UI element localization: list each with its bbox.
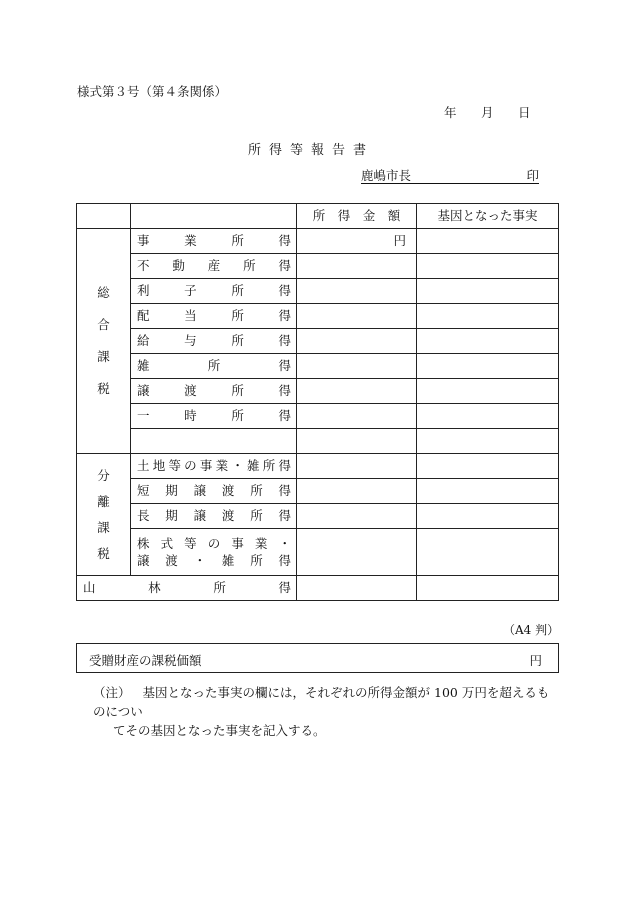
income-type-label: [131, 354, 297, 379]
table-row: [77, 576, 559, 601]
table-row: [77, 279, 559, 304]
paper-size-note: （A4 判）: [503, 623, 560, 637]
income-type-text: 譲 渡 所 得: [137, 383, 291, 398]
comprehensive-tax-category: [77, 229, 131, 454]
reason-cell[interactable]: [417, 254, 559, 279]
separate-section: [77, 454, 559, 576]
gift-tax-value-box: [76, 643, 559, 673]
table-row: [77, 329, 559, 354]
date-month: 月: [481, 105, 494, 120]
amount-cell[interactable]: [297, 529, 417, 576]
amount-cell[interactable]: [297, 404, 417, 429]
income-type-text: 事 業 所 得: [137, 233, 291, 248]
reason-cell[interactable]: [417, 429, 559, 454]
separate-tax-category: [77, 454, 131, 576]
reason-cell[interactable]: [417, 304, 559, 329]
stock-income-line-2: 譲 渡 ・ 雑 所 得: [137, 553, 291, 568]
header-amount: 所 得 金 額: [297, 204, 417, 229]
date-year: 年: [444, 105, 457, 120]
table-row: [77, 404, 559, 429]
table-row: [77, 354, 559, 379]
yen-unit: 円: [393, 233, 406, 248]
reason-cell[interactable]: [417, 504, 559, 529]
income-type-text: 土 地 等 の 事 業 ・ 雑 所 得: [137, 458, 291, 473]
header-blank-2: [131, 204, 297, 229]
income-type-text: 不 動 産 所 得: [137, 258, 291, 273]
date-day: 日: [518, 105, 531, 120]
income-type-label: [131, 479, 297, 504]
reason-cell[interactable]: [417, 354, 559, 379]
gift-tax-value-label: 受贈財産の課税価額: [89, 653, 202, 668]
income-type-text: 長 期 譲 渡 所 得: [137, 508, 291, 523]
forestry-income-label: [77, 576, 297, 601]
income-type-label: [131, 229, 297, 254]
reason-cell[interactable]: [417, 479, 559, 504]
footnote: [93, 683, 553, 740]
stock-income-label: [131, 529, 297, 576]
forestry-income-text: 山 林 所 得: [83, 580, 291, 595]
income-type-text: 利 子 所 得: [137, 283, 291, 298]
document-title: 所得等報告書: [248, 143, 375, 158]
addressee-name: 鹿嶋市長: [361, 168, 412, 183]
addressee-line: [361, 166, 539, 184]
income-type-text: 給 与 所 得: [137, 333, 291, 348]
amount-cell[interactable]: [297, 429, 417, 454]
table-row: [77, 529, 559, 576]
income-type-text: 一 時 所 得: [137, 408, 291, 423]
table-row: [77, 479, 559, 504]
reason-cell[interactable]: [417, 404, 559, 429]
form-number: 様式第３号（第４条関係）: [77, 84, 228, 99]
income-type-label: [131, 304, 297, 329]
table-row: [77, 454, 559, 479]
table-row: [77, 379, 559, 404]
stock-income-line-1: 株 式 等 の 事 業 ・: [137, 536, 291, 551]
footnote-mark: （注）: [93, 685, 131, 700]
income-type-label: [131, 379, 297, 404]
gift-tax-value-unit: 円: [529, 653, 542, 668]
reason-cell[interactable]: [417, 379, 559, 404]
income-type-label: [131, 504, 297, 529]
reason-cell[interactable]: [417, 229, 559, 254]
table-row: [77, 254, 559, 279]
header-blank-1: [77, 204, 131, 229]
amount-cell[interactable]: [297, 454, 417, 479]
amount-cell[interactable]: [297, 329, 417, 354]
table-row: [77, 504, 559, 529]
seal-mark: 印: [526, 168, 539, 183]
table-row: [77, 229, 559, 254]
amount-cell[interactable]: [297, 304, 417, 329]
income-type-label: [131, 329, 297, 354]
income-type-text: 雑 所 得: [137, 358, 291, 373]
amount-cell[interactable]: [297, 279, 417, 304]
separate-tax-label: 分 離 課 税: [97, 467, 110, 561]
income-type-label: [131, 404, 297, 429]
table-header-row: [77, 204, 559, 229]
table-row: [77, 304, 559, 329]
reason-cell[interactable]: [417, 454, 559, 479]
amount-cell[interactable]: [297, 229, 417, 254]
reason-cell[interactable]: [417, 529, 559, 576]
income-type-text: 短 期 譲 渡 所 得: [137, 483, 291, 498]
header-reason: 基因となった事実: [417, 204, 559, 229]
footnote-line-1: 基因となった事実の欄には，それぞれの所得金額が 100 万円を超えるものについ: [93, 685, 550, 719]
blank-name-cell[interactable]: [131, 429, 297, 454]
forestry-reason-cell[interactable]: [417, 576, 559, 601]
footnote-line-2: てその基因となった事実を記入する。: [113, 723, 326, 738]
amount-cell[interactable]: [297, 354, 417, 379]
amount-cell[interactable]: [297, 479, 417, 504]
amount-cell[interactable]: [297, 504, 417, 529]
income-table: [76, 203, 559, 601]
forestry-amount-cell[interactable]: [297, 576, 417, 601]
income-type-text: 配 当 所 得: [137, 308, 291, 323]
amount-cell[interactable]: [297, 379, 417, 404]
income-type-label: [131, 279, 297, 304]
comprehensive-section: [77, 229, 559, 454]
reason-cell[interactable]: [417, 279, 559, 304]
table-row: [77, 429, 559, 454]
income-type-label: [131, 254, 297, 279]
comprehensive-tax-label: 総 合 課 税: [97, 285, 110, 396]
income-type-label: [131, 454, 297, 479]
amount-cell[interactable]: [297, 254, 417, 279]
reason-cell[interactable]: [417, 329, 559, 354]
